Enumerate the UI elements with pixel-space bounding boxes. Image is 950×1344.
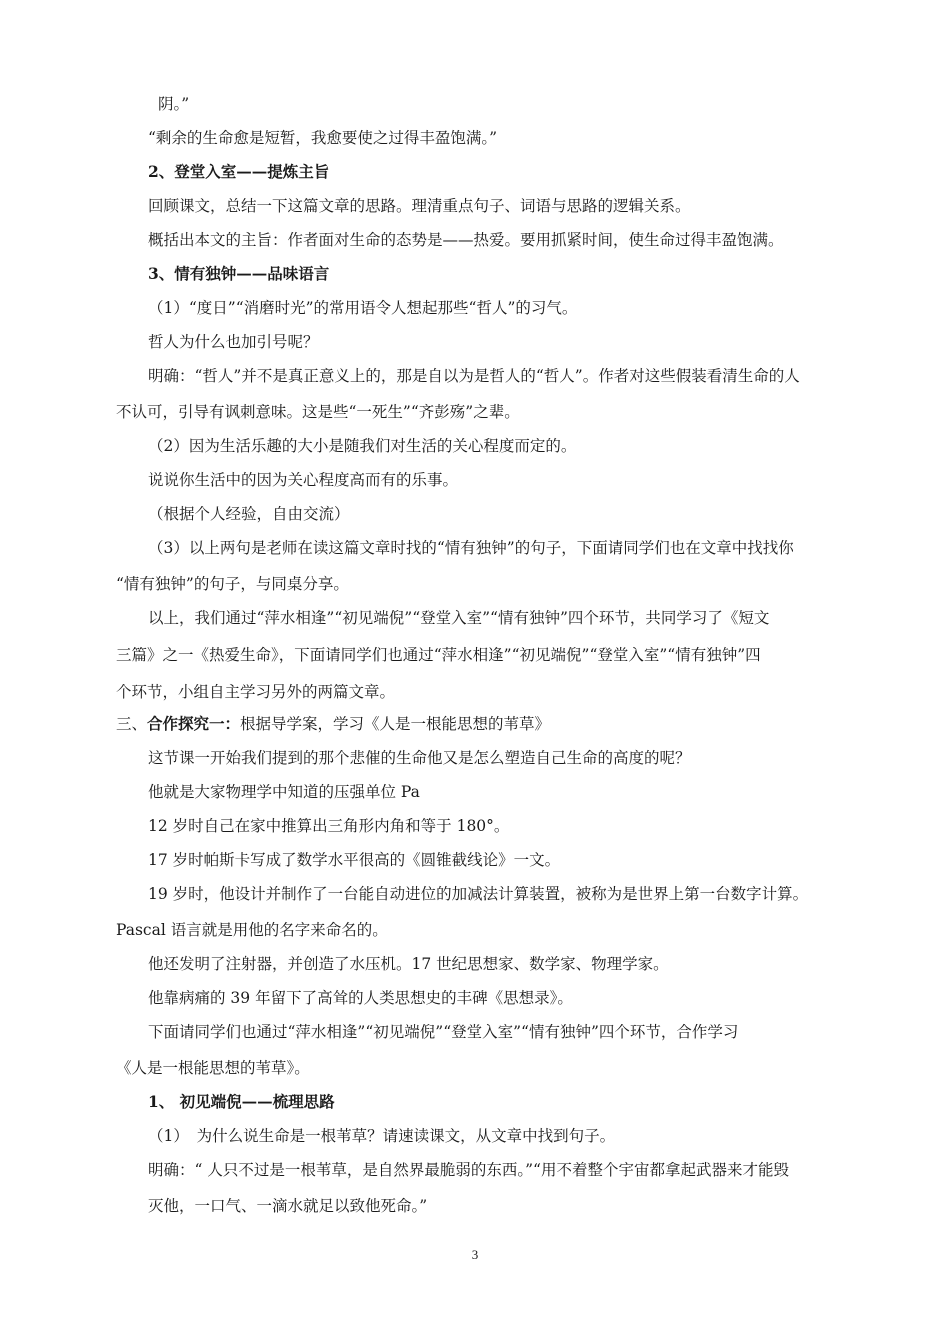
paragraph-line: 他靠病痛的 39 年留下了高耸的人类思想史的丰碑《思想录》。	[148, 989, 573, 1007]
paragraph-line: 这节课一开始我们提到的那个悲催的生命他又是怎么塑造自己生命的高度的呢？	[148, 749, 691, 767]
paragraph-line: 三篇》之一《热爱生命》，下面请同学们也通过“萍水相逢”“初见端倪”“登堂入室”“情有独钟”四	[116, 646, 761, 664]
paragraph-line: 哲人为什么也加引号呢？	[148, 333, 319, 351]
paragraph-line: （3）以上两句是老师在读这篇文章时找的“情有独钟”的句子，下面请同学们也在文章中找找你	[148, 539, 794, 557]
paragraph-line: 12 岁时自己在家中推算出三角形内角和等于 180°。	[148, 817, 510, 835]
paragraph-line: 《人是一根能思想的苇草》。	[116, 1059, 310, 1077]
paragraph-line: 17 岁时帕斯卡写成了数学水平很高的《圆锥截线论》一文。	[148, 851, 561, 869]
section-number: 三、	[116, 715, 148, 733]
section-heading: 1、 初见端倪——梳理思路	[148, 1092, 335, 1111]
paragraph-line: 灭他，一口气、一滴水就足以致他死命。”	[148, 1197, 428, 1215]
paragraph-line: 不认可，引导有讽刺意味。这是些“一死生”“齐彭殇”之辈。	[116, 403, 520, 421]
section-heading-3	[116, 714, 550, 734]
paragraph-line: Pascal 语言就是用他的名字来命名的。	[116, 921, 388, 939]
paragraph-line: 说说你生活中的因为关心程度高而有的乐事。	[148, 471, 459, 489]
text-line: 阴。”	[158, 95, 190, 113]
section-heading: 3、情有独钟——品味语言	[148, 264, 330, 283]
paragraph-line: （根据个人经验，自由交流）	[148, 505, 350, 523]
paragraph-line: 明确：“ 人只不过是一根苇草，是自然界最脆弱的东西。”“用不着整个宇宙都拿起武器来才能毁	[148, 1161, 789, 1179]
paragraph-line: （2）因为生活乐趣的大小是随我们对生活的关心程度而定的。	[148, 437, 577, 455]
section-title: 合作探究一：	[147, 714, 241, 733]
paragraph-line: 19 岁时，他设计并制作了一台能自动进位的加减法计算装置，被称为是世界上第一台数字计算。	[148, 885, 809, 903]
page-number: 3	[471, 1247, 479, 1262]
paragraph-line: （1）“度日”“消磨时光”的常用语令人想起那些“哲人”的习气。	[148, 299, 578, 317]
paragraph-line: 概括出本文的主旨：作者面对生命的态势是——热爱。要用抓紧时间，使生命过得丰盈饱满。	[148, 231, 784, 249]
paragraph-line: （1） 为什么说生命是一根苇草？请速读课文，从文章中找到句子。	[148, 1127, 616, 1145]
paragraph-line: 他就是大家物理学中知道的压强单位 Pa	[148, 783, 420, 801]
section-subtitle: 根据导学案，学习《人是一根能思想的苇草》	[240, 715, 551, 733]
paragraph-line: 回顾课文，总结一下这篇文章的思路。理清重点句子、词语与思路的逻辑关系。	[148, 197, 691, 215]
paragraph-line: 个环节，小组自主学习另外的两篇文章。	[116, 683, 396, 701]
paragraph-line: 以上，我们通过“萍水相逢”“初见端倪”“登堂入室”“情有独钟”四个环节，共同学习了《短文	[148, 609, 770, 627]
section-heading: 2、登堂入室——提炼主旨	[148, 162, 330, 181]
paragraph-line: 明确：“哲人”并不是真正意义上的，那是自以为是哲人的“哲人”。作者对这些假装看清生命的人	[148, 367, 800, 385]
paragraph-line: 下面请同学们也通过“萍水相逢”“初见端倪”“登堂入室”“情有独钟”四个环节，合作学习	[148, 1023, 739, 1041]
quote-line: “剩余的生命愈是短暂，我愈要使之过得丰盈饱满。”	[148, 129, 498, 147]
paragraph-line: “情有独钟”的句子，与同桌分享。	[116, 575, 349, 593]
paragraph-line: 他还发明了注射器，并创造了水压机。17 世纪思想家、数学家、物理学家。	[148, 955, 669, 973]
